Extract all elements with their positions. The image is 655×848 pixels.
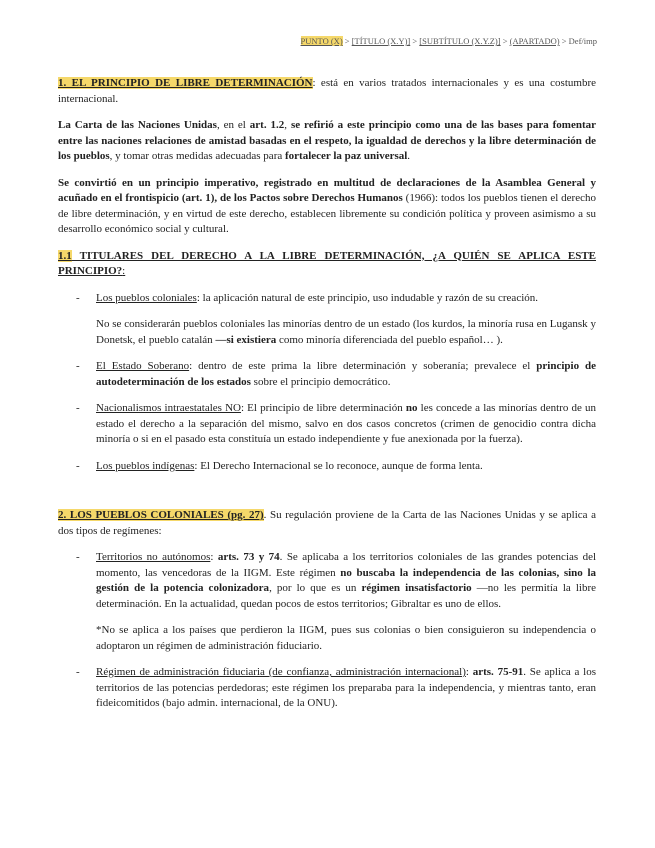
paragraph-carta [58,118,596,165]
section-1-1-heading [58,249,596,280]
text: . Se aplicaba a los territorios coloniales de las grandes potencias del momento, las vencedoras de la IIGM. Este régimen [96,551,597,579]
breadcrumb-punto: PUNTO (X) [300,36,343,46]
breadcrumb-separator: > [561,36,567,46]
underlined-term: Los pueblos indígenas [96,459,195,472]
bold-text: no [405,402,418,414]
text: : [465,666,473,678]
underlined-term: El Estado Soberano [96,360,190,372]
underlined-term: Régimen de administración fiduciaria (de confianza, administración internacional) [96,666,466,678]
text: les concede a las minorías dentro de un estado el derecho a la separación del mismo, salvo en dos casos concretos (crimen de genocidio contra dicha minoría o si en el pasado esta constituía un estado independiente y fue anexionada por la fuerza). [96,402,596,445]
text: *No se aplica a los países que perdieron la IIGM, pues sus colonias o bien consiguieron su independencia o adoptaron un régimen de administración fiduciario. [96,624,596,652]
text: : El Derecho Internacional se lo reconoce, aunque de forma lenta. [194,459,483,472]
bullet-dash: - [76,666,80,678]
text: : dentro de este prima la libre determinación y soberanía; prevalece el [189,360,537,372]
bold-text: art. 1.2 [249,119,285,131]
list-item-nacionalismos [58,401,596,448]
text: , [284,119,291,131]
text: : la aplicación natural de este principio, uso indudable y razón de su creación. [196,291,539,304]
breadcrumb-def: Def/imp [568,36,597,46]
text: —no les permitía la libre determinación. En la actualidad, quedan pocos de estos territorios; Gibraltar es uno de ellos. [96,582,597,610]
text: No se considerarán pueblos coloniales las minorías dentro de un estado (los kurdos, la minoría rusa en Lugansk y Donetsk, el pueblo catalán [96,318,596,346]
list-item-territorios-no-autonomos [58,550,596,612]
text: , y tomar otras medidas adecuadas para [109,150,285,162]
bullet-dash: - [76,402,80,414]
list-item-pueblos-indigenas [58,459,596,475]
breadcrumb-separator: > [412,36,418,46]
breadcrumb-apartado: (APARTADO) [509,36,560,46]
text: : El principio de libre determinación [240,402,406,414]
bold-text: fortalecer la paz universal [285,150,408,162]
text: . Su regulación proviene de la Carta de las Naciones Unidas y se aplica a dos tipos de regímenes: [58,509,597,537]
text: : [122,265,126,277]
breadcrumb-separator: > [502,36,508,46]
bold-text: se refirió a este principio como una de las bases para fomentar entre las naciones relaciones de amistad basadas en el respeto, la igualdad de derechos y la libre determinación de los pueblos [58,119,597,162]
text: sobre el principio democrático. [250,375,391,388]
bold-text: principio de autodeterminación de los estados [96,360,596,388]
bold-text: arts. 73 y 74 [217,551,280,563]
section-1-heading: 1. EL PRINCIPIO DE LIBRE DETERMINACIÓN [58,77,313,89]
bullet-dash: - [76,360,80,372]
section-2-intro [58,508,596,539]
section-1-intro [58,76,596,107]
breadcrumb-subtitulo: [SUBTÍTULO (X.Y.Z)] [419,36,501,46]
text: . [407,150,411,162]
bold-text: no buscaba la independencia de las colonias, sino la gestión de la potencia colonizadora [96,566,596,594]
list-item-estado-soberano [58,359,596,390]
text: como minoría diferenciada del pueblo español… ). [276,333,503,346]
underlined-term: Nacionalismos intraestatales NO [96,402,241,414]
bold-text: La Carta de las Naciones Unidas [58,119,217,131]
document-body [58,76,596,712]
bold-text: régimen insatisfactorio [361,582,472,594]
underlined-term: Territorios no autónomos [96,551,211,563]
breadcrumb-titulo: [TÍTULO (X.Y)] [351,36,411,46]
bold-text: arts. 75-91 [472,666,524,678]
bullet-dash: - [76,291,80,304]
text: : [210,551,218,563]
list-item-regimen-fiduciario [58,665,596,712]
bullet-dash: - [76,459,80,472]
text: (1966): todos los pueblos tienen el derecho de libre determinación, y en virtud de este derecho, establecen libremente su condición política y proveen asimismo a su desarrollo económico social y cultural. [58,192,596,235]
section-1-1-number: 1.1 [58,249,72,262]
paragraph-imperativo [58,176,596,238]
text: , por lo que es un [269,582,362,594]
section-2-heading: 2. LOS PUEBLOS COLONIALES (pg. 27) [58,509,264,521]
breadcrumb-separator: > [344,36,350,46]
bold-text: —si existiera [215,333,277,346]
breadcrumb [301,36,597,46]
section-1-1-title: TITULARES DEL DERECHO A LA LIBRE DETERMINACIÓN, ¿A QUIÉN SE APLICA ESTE PRINCIPIO? [58,249,596,277]
bullet-dash: - [76,551,80,563]
bold-text: Se convirtió en un principio imperativo, registrado en multitud de declaraciones de la Asamblea General y acuñado en el frontispicio (art. 1), de los Pactos sobre Derechos Humanos [58,176,596,204]
underlined-term: Los pueblos coloniales [96,291,197,304]
list-subparagraph-note [58,623,596,654]
text: , en el [216,119,250,131]
list-subparagraph-minorias [58,317,596,348]
list-item-pueblos-coloniales [58,291,596,307]
text: . Se aplica a los territorios de las potencias perdedoras; este régimen los preparaba para la independencia, y mientras tanto, eran fideicomitidos (bajo admin. internacional, de la ONU). [96,666,596,709]
text: : está en varios tratados internacionales y es una costumbre internacional. [58,77,596,105]
